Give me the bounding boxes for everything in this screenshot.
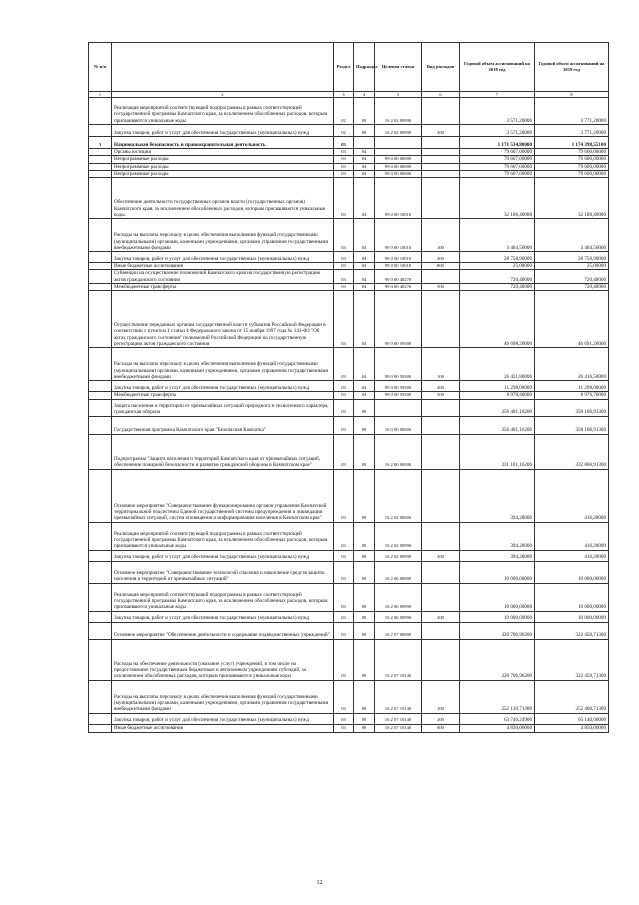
amount-2018: 10 000,00000 bbox=[460, 561, 535, 583]
table-row bbox=[89, 561, 609, 583]
item-name: Обеспечение деятельности государственных органов власти (государственных органов) Камчатского края, за исключением обособленных расходов, которым присваиваются уникальные коды. bbox=[112, 178, 334, 219]
amount-2019: 79 600,00000 bbox=[535, 149, 609, 156]
table-row bbox=[89, 170, 609, 177]
amount-2019: 4 850,00000 bbox=[535, 724, 609, 732]
subsection-code: 09 bbox=[354, 583, 375, 611]
subsection-code: 04 bbox=[354, 156, 375, 163]
item-name: Реализация мероприятий соответствующей подпрограммы в рамках соответствующей государственной программы Камчатского края, за исключением обособленных расходов, которым присваиваются уникальные коды bbox=[112, 98, 334, 125]
row-num bbox=[89, 724, 112, 732]
item-name: Закупка товаров, работ и услуг для обеспечения государственных (муниципальных) нужд bbox=[112, 381, 334, 392]
section-code: 03 bbox=[334, 263, 354, 270]
subsection-code: 04 bbox=[354, 291, 375, 348]
budget-table bbox=[88, 42, 609, 733]
expense-type-code bbox=[422, 98, 460, 125]
subsection-code: 04 bbox=[354, 163, 375, 170]
subsection-code: 09 bbox=[354, 680, 375, 713]
table-row bbox=[89, 270, 609, 284]
amount-2019: 32 188,40000 bbox=[535, 178, 609, 219]
item-name: Органы юстиции bbox=[112, 149, 334, 156]
amount-2018: 331 101,16200 bbox=[460, 434, 535, 469]
table-row bbox=[89, 252, 609, 263]
amount-2018: 32 188,40000 bbox=[460, 178, 535, 219]
target-code: 16 2 06 09990 bbox=[375, 583, 422, 611]
target-code bbox=[375, 137, 422, 149]
row-num bbox=[89, 348, 112, 381]
item-name: Закупка товаров, работ и услуг для обеспечения государственных (муниципальных) нужд bbox=[112, 550, 334, 561]
subsection-code: 09 bbox=[354, 622, 375, 639]
amount-2018: 394,20000 bbox=[460, 550, 535, 561]
table-row bbox=[89, 724, 609, 732]
target-code: 99 0 00 10010 bbox=[375, 178, 422, 219]
amount-2018: 394,20000 bbox=[460, 522, 535, 550]
amount-2018: 3 404,50000 bbox=[460, 219, 535, 252]
table-row bbox=[89, 98, 609, 125]
expense-type-code: 200 bbox=[422, 611, 460, 622]
target-code: 16 2 06 00000 bbox=[375, 561, 422, 583]
target-code: 99 0 00 10010 bbox=[375, 219, 422, 252]
item-name: Подпрограмма "Защита населения и территорий Камчатского края от чрезвычайных ситуаций, обеспечение пожарной безопасности и развитие гражданской обороны в Камчатском крае" bbox=[112, 434, 334, 469]
target-code: 16 2 07 10140 bbox=[375, 724, 422, 732]
table-row bbox=[89, 219, 609, 252]
expense-type-code: 200 bbox=[422, 550, 460, 561]
target-code: 99 0 00 59300 bbox=[375, 381, 422, 392]
section-code: 03 bbox=[334, 713, 354, 724]
target-code: 99 0 00 40270 bbox=[375, 270, 422, 284]
subsection-code: 04 bbox=[354, 348, 375, 381]
table-row bbox=[89, 713, 609, 724]
subsection-code: 04 bbox=[354, 284, 375, 291]
expense-type-code bbox=[422, 170, 460, 177]
amount-2019: 358 166,91300 bbox=[535, 416, 609, 434]
row-num bbox=[89, 219, 112, 252]
table-row bbox=[89, 416, 609, 434]
expense-type-code bbox=[422, 469, 460, 522]
item-name: Государственная программа Камчатского края "Безопасная Камчатка" bbox=[112, 416, 334, 434]
expense-type-code: 100 bbox=[422, 680, 460, 713]
subsection-code: 04 bbox=[354, 178, 375, 219]
section-code: 03 bbox=[334, 284, 354, 291]
target-code: 99 0 00 59300 bbox=[375, 392, 422, 399]
header-name bbox=[112, 43, 334, 92]
header-year-2018: Годовой объем ассигнований на 2018 год bbox=[460, 43, 535, 92]
section-code: 03 bbox=[334, 399, 354, 416]
section-code: 03 bbox=[334, 149, 354, 156]
subsection-code: 09 bbox=[354, 561, 375, 583]
subsection-code: 04 bbox=[354, 263, 375, 270]
section-code: 03 bbox=[334, 611, 354, 622]
subsection-code: 09 bbox=[354, 724, 375, 732]
row-num bbox=[89, 416, 112, 434]
amount-2019: 46 691,20000 bbox=[535, 291, 609, 348]
section-code: 03 bbox=[334, 170, 354, 177]
target-code: 99 0 00 00000 bbox=[375, 156, 422, 163]
expense-type-code bbox=[422, 434, 460, 469]
table-row bbox=[89, 284, 609, 291]
row-num bbox=[89, 583, 112, 611]
amount-2019: 10 000,00000 bbox=[535, 611, 609, 622]
expense-type-code bbox=[422, 622, 460, 639]
amount-2018: 63 746,24900 bbox=[460, 713, 535, 724]
row-num bbox=[89, 291, 112, 348]
table-header-row bbox=[89, 43, 609, 92]
amount-2018: 79 607,00000 bbox=[460, 170, 535, 177]
amount-2019: 10 000,00000 bbox=[535, 583, 609, 611]
item-name: Закупка товаров, работ и услуг для обеспечения государственных (муниципальных) нужд bbox=[112, 252, 334, 263]
item-name: Межбюджетные трансферты bbox=[112, 392, 334, 399]
section-code: 03 bbox=[334, 724, 354, 732]
section-code: 03 bbox=[334, 561, 354, 583]
expense-type-code: 200 bbox=[422, 381, 460, 392]
subsection-code: 04 bbox=[354, 270, 375, 284]
expense-type-code bbox=[422, 156, 460, 163]
expense-type-code bbox=[422, 399, 460, 416]
target-code: 99 0 00 59300 bbox=[375, 348, 422, 381]
table-row bbox=[89, 639, 609, 680]
section-code: 03 bbox=[334, 348, 354, 381]
table-row bbox=[89, 611, 609, 622]
item-name: Непрограммные расходы bbox=[112, 170, 334, 177]
row-num bbox=[89, 125, 112, 137]
row-num bbox=[89, 622, 112, 639]
expense-type-code bbox=[422, 178, 460, 219]
row-num bbox=[89, 98, 112, 125]
row-num bbox=[89, 170, 112, 177]
target-code: 16 2 02 09990 bbox=[375, 125, 422, 137]
expense-type-code: 500 bbox=[422, 392, 460, 399]
item-name: Расходы на выплаты персоналу в целях обеспечения выполнения функций государственными (муниципальными) органами, казенными учреждениями, органами управления государственными внебюджетными фондами bbox=[112, 219, 334, 252]
item-name: Непрограммные расходы bbox=[112, 163, 334, 170]
amount-2018: 252 130,71300 bbox=[460, 680, 535, 713]
target-code: 99 0 00 10010 bbox=[375, 263, 422, 270]
amount-2018: 3 571,20000 bbox=[460, 98, 535, 125]
expense-type-code bbox=[422, 149, 460, 156]
column-number: 8 bbox=[535, 92, 609, 98]
subsection-code: 04 bbox=[354, 149, 375, 156]
amount-2019: 720,40000 bbox=[535, 270, 609, 284]
table-row bbox=[89, 469, 609, 522]
amount-2018: 10 000,00000 bbox=[460, 583, 535, 611]
table-row bbox=[89, 163, 609, 170]
target-code bbox=[375, 399, 422, 416]
expense-type-code bbox=[422, 270, 460, 284]
page-number: 12 bbox=[316, 880, 323, 886]
item-name: Субвенции на осуществление полномочий Камчатского края на государственную регистрацию актов гражданского состояния bbox=[112, 270, 334, 284]
item-name: Основное мероприятие "Совершенствование технологий спасения и накопление средств защиты населения и территорий от чрезвычайных ситуаций" bbox=[112, 561, 334, 583]
table-row bbox=[89, 434, 609, 469]
subsection-code: 09 bbox=[354, 639, 375, 680]
amount-2019: 10 000,00000 bbox=[535, 561, 609, 583]
item-name: Межбюджетные трансферты bbox=[112, 284, 334, 291]
table-row bbox=[89, 125, 609, 137]
expense-type-code bbox=[422, 583, 460, 611]
section-code: 03 bbox=[334, 252, 354, 263]
subsection-code: 09 bbox=[354, 125, 375, 137]
amount-2019: 11 298,00000 bbox=[535, 381, 609, 392]
section-code: 03 bbox=[334, 137, 354, 149]
section-code: 03 bbox=[334, 622, 354, 639]
amount-2019: 1 174 398,55100 bbox=[535, 137, 609, 149]
row-num bbox=[89, 252, 112, 263]
column-number: 2 bbox=[112, 92, 334, 98]
row-num bbox=[89, 399, 112, 416]
target-code: 16 2 02 00000 bbox=[375, 469, 422, 522]
amount-2018: 720,40000 bbox=[460, 270, 535, 284]
item-name: Иные бюджетные ассигнования bbox=[112, 724, 334, 732]
subsection-code: 09 bbox=[354, 550, 375, 561]
row-num bbox=[89, 434, 112, 469]
expense-type-code: 100 bbox=[422, 348, 460, 381]
item-name: Закупка товаров, работ и услуг для обеспечения государственных (муниципальных) нужд bbox=[112, 125, 334, 137]
expense-type-code bbox=[422, 639, 460, 680]
row-num bbox=[89, 381, 112, 392]
section-code: 03 bbox=[334, 156, 354, 163]
section-code: 03 bbox=[334, 550, 354, 561]
amount-2018: 79 607,00000 bbox=[460, 156, 535, 163]
section-code: 03 bbox=[334, 469, 354, 522]
table-row bbox=[89, 522, 609, 550]
section-code: 03 bbox=[334, 583, 354, 611]
section-code: 03 bbox=[334, 163, 354, 170]
expense-type-code: 100 bbox=[422, 219, 460, 252]
amount-2019: 322 450,71300 bbox=[535, 639, 609, 680]
amount-2018: 1 171 534,80000 bbox=[460, 137, 535, 149]
item-name: Национальная безопасность и правоохранительная деятельность bbox=[112, 137, 334, 149]
section-code: 03 bbox=[334, 639, 354, 680]
item-name: Непрограммные расходы bbox=[112, 156, 334, 163]
table-row bbox=[89, 263, 609, 270]
section-code: 03 bbox=[334, 219, 354, 252]
expense-type-code: 200 bbox=[422, 125, 460, 137]
subsection-code: 04 bbox=[354, 392, 375, 399]
row-num bbox=[89, 713, 112, 724]
subsection-code bbox=[354, 137, 375, 149]
header-expense-type: Вид расходов bbox=[422, 43, 460, 92]
amount-2019: 416,20000 bbox=[535, 522, 609, 550]
amount-2018: 4 830,00000 bbox=[460, 724, 535, 732]
amount-2018: 28 758,90000 bbox=[460, 252, 535, 263]
item-name: Расходы на обеспечение деятельности (оказание услуг) учреждений, в том числе на предоставление государственным бюджетным и автономным учреждениям субсидий, за исключением обособленных расходов, которым присваиваются уникальные коды bbox=[112, 639, 334, 680]
amount-2019: 322 450,71300 bbox=[535, 622, 609, 639]
amount-2018: 46 698,20000 bbox=[460, 291, 535, 348]
table-row bbox=[89, 680, 609, 713]
subsection-code: 09 bbox=[354, 522, 375, 550]
header-subsection: Подраздел bbox=[354, 43, 375, 92]
expense-type-code bbox=[422, 561, 460, 583]
amount-2018: 356 401,16200 bbox=[460, 399, 535, 416]
section-code: 03 bbox=[334, 178, 354, 219]
table-row bbox=[89, 149, 609, 156]
row-num bbox=[89, 522, 112, 550]
subsection-code: 04 bbox=[354, 170, 375, 177]
target-code: 99 0 00 00000 bbox=[375, 163, 422, 170]
expense-type-code bbox=[422, 416, 460, 434]
target-code: 16 2 02 09990 bbox=[375, 98, 422, 125]
item-name: Закупка товаров, работ и услуг для обеспечения государственных (муниципальных) нужд bbox=[112, 713, 334, 724]
target-code: 16 2 07 00000 bbox=[375, 622, 422, 639]
amount-2019: 79 600,00000 bbox=[535, 156, 609, 163]
target-code: 16 2 00 00000 bbox=[375, 434, 422, 469]
amount-2018: 10 000,00000 bbox=[460, 611, 535, 622]
expense-type-code: 200 bbox=[422, 713, 460, 724]
row-num bbox=[89, 284, 112, 291]
expense-type-code bbox=[422, 522, 460, 550]
item-name: Защита населения и территории от чрезвычайных ситуаций природного и техногенного характера, гражданская оборона bbox=[112, 399, 334, 416]
amount-2018: 26 421,80000 bbox=[460, 348, 535, 381]
header-num: № п/п bbox=[89, 43, 112, 92]
amount-2019: 720,40000 bbox=[535, 284, 609, 291]
target-code: 16 2 07 10140 bbox=[375, 680, 422, 713]
item-name: Основное мероприятие "Совершенствование функционирования органов управления Камчатской территориальной подсистемы Единой государственной системы предупреждения и ликвидации чрезвычайных ситуаций, систем оповещения и информирования населения в Камчатском крае" bbox=[112, 469, 334, 522]
section-code: 02 bbox=[334, 125, 354, 137]
item-name: Реализация мероприятий соответствующей подпрограммы в рамках соответствующей государственной программы Камчатского края, за исключением обособленных расходов, которым присваиваются уникальные коды bbox=[112, 583, 334, 611]
amount-2018: 394,20000 bbox=[460, 469, 535, 522]
row-num bbox=[89, 178, 112, 219]
target-code: 16 2 07 10140 bbox=[375, 713, 422, 724]
target-code: 99 0 00 59300 bbox=[375, 291, 422, 348]
subsection-code: 09 bbox=[354, 98, 375, 125]
amount-2018: 720,40000 bbox=[460, 284, 535, 291]
column-number: 7 bbox=[460, 92, 535, 98]
amount-2018: 320 706,96200 bbox=[460, 622, 535, 639]
row-num bbox=[89, 270, 112, 284]
target-code: 16 2 06 09990 bbox=[375, 611, 422, 622]
amount-2019: 79 600,00000 bbox=[535, 170, 609, 177]
table-row bbox=[89, 291, 609, 348]
section-code: 03 bbox=[334, 416, 354, 434]
row-num bbox=[89, 550, 112, 561]
row-num bbox=[89, 149, 112, 156]
subsection-code: 09 bbox=[354, 469, 375, 522]
subsection-code: 04 bbox=[354, 252, 375, 263]
row-num bbox=[89, 611, 112, 622]
expense-type-code: 800 bbox=[422, 724, 460, 732]
amount-2019: 3 404,50000 bbox=[535, 219, 609, 252]
target-code: 99 0 00 10010 bbox=[375, 252, 422, 263]
table-row bbox=[89, 550, 609, 561]
subsection-code: 04 bbox=[354, 381, 375, 392]
row-num: 3 bbox=[89, 137, 112, 149]
expense-type-code bbox=[422, 291, 460, 348]
item-name: Расходы на выплаты персоналу в целях обеспечения выполнения функций государственными (муниципальными) органами, казенными учреждениями, органами управления государственными внебюджетными фондами bbox=[112, 680, 334, 713]
expense-type-code: 500 bbox=[422, 284, 460, 291]
section-code: 03 bbox=[334, 381, 354, 392]
row-num bbox=[89, 639, 112, 680]
amount-2019: 8 976,70000 bbox=[535, 392, 609, 399]
header-section: Раздел bbox=[334, 43, 354, 92]
amount-2019: 358 166,91300 bbox=[535, 399, 609, 416]
row-num bbox=[89, 163, 112, 170]
section-code: 03 bbox=[334, 270, 354, 284]
target-code: 99 0 00 00000 bbox=[375, 170, 422, 177]
expense-type-code bbox=[422, 163, 460, 170]
row-num bbox=[89, 156, 112, 163]
item-name: Закупка товаров, работ и услуг для обеспечения государственных (муниципальных) нужд bbox=[112, 611, 334, 622]
column-number: 5 bbox=[375, 92, 422, 98]
amount-2018: 25,00000 bbox=[460, 263, 535, 270]
budget-table-sheet bbox=[88, 42, 608, 733]
item-name: Осуществление переданных органам государственной власти субъектов Российской Федерации в соответствии с пунктом 1 статьи 4 Федерального закона от 15 ноября 1997 года № 143-ФЗ "Об актах гражданского состояния" полномочий Российской Федерации на государственную регистрацию актов гражданского состояния bbox=[112, 291, 334, 348]
table-row bbox=[89, 156, 609, 163]
amount-2019: 26 416,50000 bbox=[535, 348, 609, 381]
amount-2018: 79 607,00000 bbox=[460, 163, 535, 170]
subsection-code: 09 bbox=[354, 416, 375, 434]
item-name: Иные бюджетные ассигнования bbox=[112, 263, 334, 270]
column-number: 3 bbox=[334, 92, 354, 98]
item-name: Расходы на выплаты персоналу в целях обеспечения выполнения функций государственными (муниципальными) органами, казенными учреждениями, органами управления государственными внебюджетными фондами bbox=[112, 348, 334, 381]
table-row bbox=[89, 178, 609, 219]
section-code: 03 bbox=[334, 522, 354, 550]
expense-type-code: 200 bbox=[422, 252, 460, 263]
subsection-code: 09 bbox=[354, 399, 375, 416]
subsection-code: 04 bbox=[354, 219, 375, 252]
row-num bbox=[89, 263, 112, 270]
item-name: Реализация мероприятий соответствующей подпрограммы в рамках соответствующей государственной программы Камчатского края, за исключением обособленных расходов, которым присваиваются уникальные коды bbox=[112, 522, 334, 550]
expense-type-code: 800 bbox=[422, 263, 460, 270]
target-code: 16 0 00 00000 bbox=[375, 416, 422, 434]
table-row bbox=[89, 348, 609, 381]
amount-2018: 356 401,16200 bbox=[460, 416, 535, 434]
table-row bbox=[89, 392, 609, 399]
target-code: 99 0 00 40270 bbox=[375, 284, 422, 291]
section-code: 03 bbox=[334, 680, 354, 713]
amount-2018: 11 298,00000 bbox=[460, 381, 535, 392]
column-number: 6 bbox=[422, 92, 460, 98]
target-code: 16 2 02 09990 bbox=[375, 522, 422, 550]
amount-2019: 3 771,20000 bbox=[535, 98, 609, 125]
target-code: 16 2 02 09990 bbox=[375, 550, 422, 561]
subsection-code: 09 bbox=[354, 611, 375, 622]
amount-2018: 79 607,00000 bbox=[460, 149, 535, 156]
amount-2019: 25,00000 bbox=[535, 263, 609, 270]
item-name: Основное мероприятие "Обеспечение деятельности и содержание подведомственных учреждений" bbox=[112, 622, 334, 639]
expense-type-code bbox=[422, 137, 460, 149]
table-row bbox=[89, 381, 609, 392]
row-num bbox=[89, 561, 112, 583]
header-target: Целевая статья bbox=[375, 43, 422, 92]
subsection-code: 09 bbox=[354, 434, 375, 469]
amount-2019: 252 460,71300 bbox=[535, 680, 609, 713]
subsection-code: 09 bbox=[354, 713, 375, 724]
row-num bbox=[89, 680, 112, 713]
row-num bbox=[89, 392, 112, 399]
section-code: 02 bbox=[334, 98, 354, 125]
amount-2019: 416,20000 bbox=[535, 469, 609, 522]
table-row bbox=[89, 583, 609, 611]
table-row bbox=[89, 622, 609, 639]
amount-2018: 3 571,20000 bbox=[460, 125, 535, 137]
column-number: 1 bbox=[89, 92, 112, 98]
table-row bbox=[89, 399, 609, 416]
amount-2019: 332 866,91300 bbox=[535, 434, 609, 469]
target-code bbox=[375, 149, 422, 156]
amount-2018: 320 706,96200 bbox=[460, 639, 535, 680]
table-row bbox=[89, 137, 609, 149]
amount-2019: 65 140,00000 bbox=[535, 713, 609, 724]
amount-2019: 3 771,20000 bbox=[535, 125, 609, 137]
target-code: 16 2 07 10140 bbox=[375, 639, 422, 680]
column-number: 4 bbox=[354, 92, 375, 98]
amount-2019: 416,20000 bbox=[535, 550, 609, 561]
header-year-2019: Годовой объем ассигнований на 2019 год bbox=[535, 43, 609, 92]
section-code: 03 bbox=[334, 434, 354, 469]
section-code: 03 bbox=[334, 392, 354, 399]
amount-2018: 8 978,40000 bbox=[460, 392, 535, 399]
section-code: 03 bbox=[334, 291, 354, 348]
row-num bbox=[89, 469, 112, 522]
amount-2019: 79 600,00000 bbox=[535, 163, 609, 170]
amount-2019: 28 758,90000 bbox=[535, 252, 609, 263]
